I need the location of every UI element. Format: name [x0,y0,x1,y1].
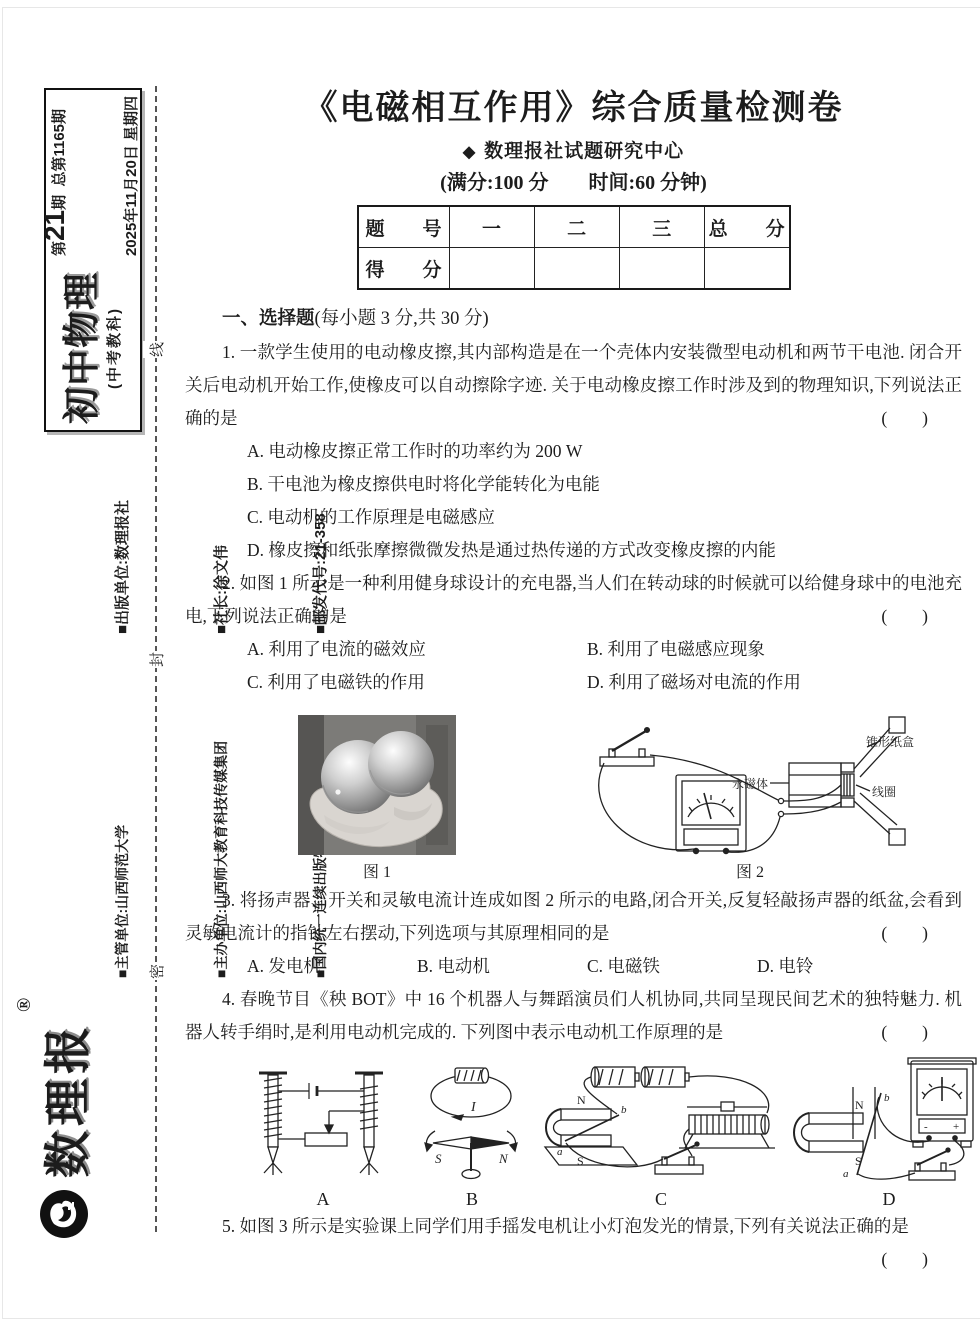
option-line: D. 电铃 [757,956,814,976]
fig2-label-cone: 锥形纸盒 [865,735,914,749]
logo-text: 数理报 [42,1022,95,1178]
meter-plus: + [953,1121,960,1133]
masthead-title-block [60,272,124,425]
subtitle-text: 数理报社试题研究中心 [484,141,685,162]
score-cell-empty [534,248,619,290]
publisher-line: ■邮发代号:21-358 [312,513,329,634]
option-line: A. 利用了电流的磁效应 [247,639,426,659]
score-cell-empty [449,248,534,290]
label-south: S [855,1154,862,1168]
issue-prefix: 第 [50,241,68,257]
section-heading [185,303,962,336]
score-table [357,205,791,290]
label-a: a [557,1146,563,1158]
diagram-letter: C [654,1189,667,1209]
figure-2 [584,705,916,882]
question-4-stem [185,983,962,1049]
seal-char-line: 线 [143,341,170,358]
logo-circle-icon [38,1188,90,1240]
label-b: b [621,1104,627,1116]
answer-bracket: ( ) [881,606,928,626]
section-note: (每小题 3 分,共 30 分) [314,309,489,329]
answer-bracket: ( ) [881,1249,928,1269]
score-row-label: 得 分 [358,248,450,290]
exam-title: 《电磁相互作用》综合质量检测卷 [303,89,844,127]
score-col-2: 二 [534,206,619,248]
question-3-stem [185,884,962,950]
score-col-total: 总 分 [704,206,789,248]
figure-1-caption: 图 1 [362,864,391,881]
meter-minus: - [924,1121,928,1133]
option-line: C. 电磁铁 [587,956,660,976]
issue-info [0,96,192,256]
score-col-1: 一 [449,206,534,248]
diagram-option-c [537,1053,785,1210]
question-1-options [185,435,962,567]
option-line: C. 电动机的工作原理是电磁感应 [247,507,495,527]
score-cell-empty [619,248,704,290]
issue-line [38,96,72,257]
newspaper-logo [8,988,120,1240]
diagram-letter: A [316,1189,330,1209]
publisher-line: ■出版单位:数理报社 [114,499,131,634]
answer-bracket: ( ) [881,1022,928,1042]
figure-1 [298,715,456,882]
score-table-header-row [358,206,790,248]
diagram-letter: B [465,1189,478,1209]
question-3-options [185,950,962,983]
section-title: 一、选择题 [222,309,315,329]
option-line: A. 电动橡皮擦正常工作时的功率约为 200 W [247,441,583,461]
label-north: N [855,1098,864,1112]
option-line: A. 发电机 [247,956,321,976]
question-4-text: 4. 春晚节目《秧 BOT》中 16 个机器人与舞蹈演员们人机协同,共同呈现民间艺术的独特魅力. 机器人转手绢时,是利用电动机完成的. 下列图中表示电动机工作原理的是 [185,989,962,1042]
diamond-icon: ◆ [462,144,477,161]
label-south: S [577,1154,584,1168]
publisher-line: ■社长:徐文伟 [213,544,230,634]
exam-subtitle [185,136,962,163]
question-1-stem [185,336,962,435]
issue-number: 21 [38,209,70,242]
diagram-letter: D [882,1189,896,1209]
question-3-text: 3. 将扬声器、开关和灵敏电流计连成如图 2 所示的电路,闭合开关,反复轻敲扬声器的纸盆,会看到灵敏电流计的指针左右摆动,下列选项与其原理相同的是 [185,890,962,943]
fig2-label-coil: 线圈 [872,785,897,799]
label-north: N [499,1151,508,1166]
score-col-header: 题 号 [358,206,450,248]
option-line: D. 利用了磁场对电流的作用 [587,672,801,692]
publication-edition: (中考教科) [105,307,123,390]
masthead-box [38,88,142,432]
exam-content [180,0,970,1276]
score-time-info: (满分:100 分 时间:60 分钟) [440,172,707,194]
question-5-stem [185,1210,962,1269]
option-line: C. 利用了电磁铁的作用 [247,672,425,692]
answer-bracket: ( ) [881,923,928,943]
question-2-stem [185,567,962,633]
diagram-option-a [239,1059,407,1210]
diagram-option-b [413,1059,531,1210]
option-line: B. 利用了电磁感应现象 [587,639,765,659]
answer-bracket: ( ) [881,408,928,428]
seal-char-secret: 密 [143,963,170,980]
diagram-option-d [791,1053,980,1210]
label-north: N [577,1093,586,1107]
publisher-line: ■国内统一连续出版物号:CN [312,804,328,978]
label-current: I [471,1100,476,1115]
publisher-line: ■主管单位:山西师范大学 [114,824,130,978]
question-2-text: 2. 如图 1 所示是一种利用健身球设计的充电器,当人们在转动球的时候就可以给健身球中的电池充电,下列说法正确的是 [185,573,962,626]
masthead [38,92,140,428]
issue-total: 总第1165期 [50,108,68,187]
question-2-options [185,633,962,699]
figure-2-diagram [584,705,916,855]
label-a: a [843,1168,849,1180]
seal-char-fold: 封 [143,651,170,668]
label-b: b [884,1092,890,1104]
question-1-text: 1. 一款学生使用的电动橡皮擦,其内部构造是在一个壳体内安装微型电动机和两节干电池. 闭合开关后电动机开始工作,使橡皮可以自动擦除字迹. 关于电动橡皮擦工作时涉及到的物理知识,下列说法正确的是 [185,342,962,428]
score-table-score-row [358,248,790,290]
issue-suffix: 期 [50,194,68,210]
publisher-line: ■主办单位:山西师大教育科技传媒集团 [213,740,229,978]
label-south: S [435,1151,442,1166]
publication-title: 初中物理 [60,272,102,425]
figure-1-photo [298,715,456,855]
option-line: B. 电动机 [417,956,490,976]
fig2-label-magnet: 永磁体 [731,777,768,791]
score-col-3: 三 [619,206,704,248]
question-4-diagrams [185,1053,962,1210]
score-cell-empty [704,248,789,290]
issue-date: 2025年11月20日 星期四 [122,95,140,257]
figure-2-caption: 图 2 [735,864,764,881]
option-line: D. 橡皮擦和纸张摩擦微微发热是通过热传递的方式改变橡皮擦的内能 [247,540,776,560]
question-5-text: 5. 如图 3 所示是实验课上同学们用手摇发电机让小灯泡发光的情景,下列有关说法正确的是 [222,1216,909,1236]
figure-row [185,705,962,882]
registered-mark: ® [14,997,35,1012]
seal-fold-line [149,86,167,1232]
option-line: B. 干电池为橡皮擦供电时将化学能转化为电能 [247,474,600,494]
